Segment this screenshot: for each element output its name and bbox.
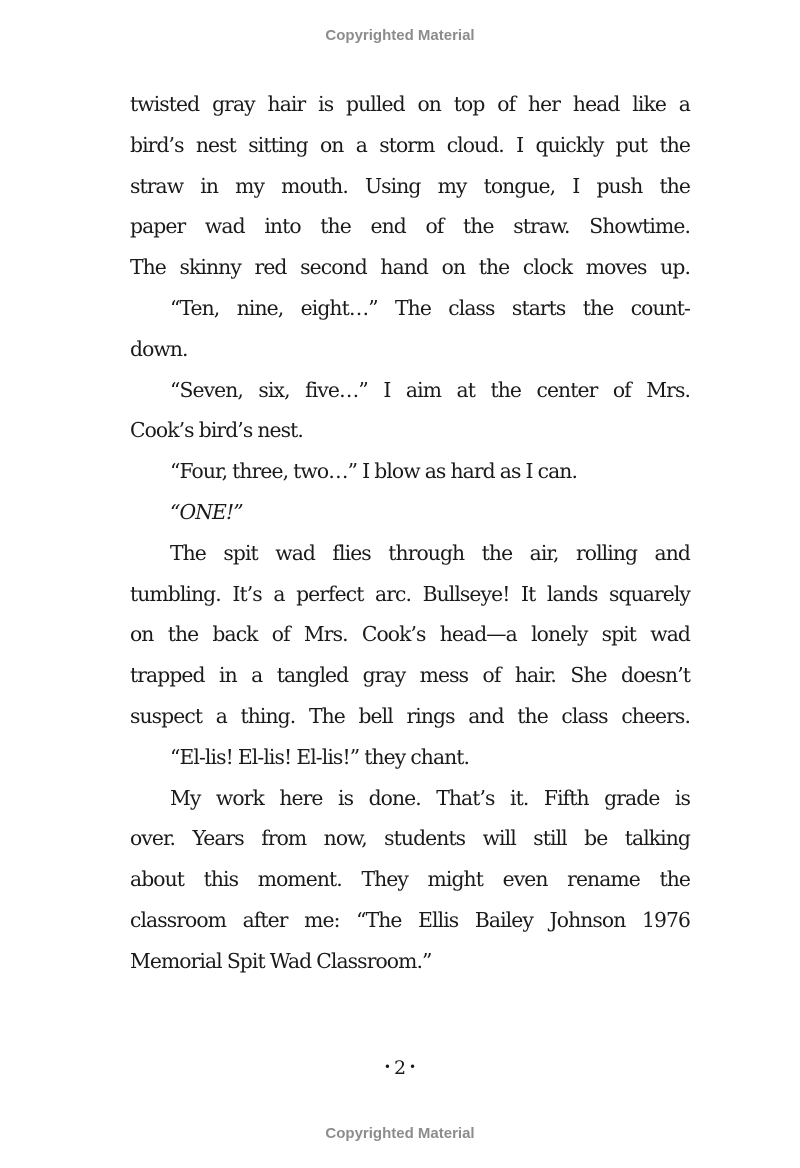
text-line: “El-lis! El-lis! El-lis!” they chant. — [170, 744, 470, 769]
text-line: down. — [130, 336, 188, 361]
text-line: over. Years from now, students will still be talking — [130, 826, 690, 851]
text-line: bird’s nest sitting on a storm cloud. I quickly put the — [130, 132, 690, 157]
text-line: “Four, three, two…” I blow as hard as I can. — [170, 459, 578, 484]
text-line: “ONE!” — [170, 499, 243, 524]
copyright-banner-top: Copyrighted Material — [325, 27, 475, 44]
bullet-icon: • — [383, 1060, 391, 1074]
text-line: on the back of Mrs. Cook’s head—a lonely spit wad — [130, 622, 690, 647]
text-line: trapped in a tangled gray mess of hair. She doesn’t — [130, 663, 690, 688]
page-body-text — [130, 84, 690, 982]
text-line: My work here is done. That’s it. Fifth grade is — [170, 785, 690, 810]
text-line: Memorial Spit Wad Classroom.” — [130, 948, 432, 973]
text-line: “Ten, nine, eight…” The class starts the count- — [170, 295, 690, 320]
text-line: paper wad into the end of the straw. Showtime. — [130, 214, 690, 239]
text-line: tumbling. It’s a perfect arc. Bullseye! It lands squarely — [130, 581, 690, 606]
text-line: classroom after me: “The Ellis Bailey Johnson 1976 — [130, 907, 690, 932]
text-line: Cook’s bird’s nest. — [130, 418, 303, 443]
text-line: twisted gray hair is pulled on top of her head like a — [130, 92, 690, 116]
text-line: The spit wad flies through the air, rolling and — [170, 540, 690, 565]
text-line: about this moment. They might even rename the — [130, 867, 690, 892]
page-number — [0, 1057, 800, 1079]
text-line: suspect a thing. The bell rings and the class cheers. — [130, 703, 690, 728]
text-line: “Seven, six, five…” I aim at the center of Mrs. — [170, 377, 690, 402]
text-line: straw in my mouth. Using my tongue, I push the — [130, 173, 690, 198]
copyright-banner-bottom: Copyrighted Material — [325, 1125, 475, 1142]
page-number-value: 2 — [393, 1057, 407, 1079]
text-line: The skinny red second hand on the clock moves up. — [130, 255, 690, 280]
bullet-icon: • — [409, 1060, 417, 1074]
